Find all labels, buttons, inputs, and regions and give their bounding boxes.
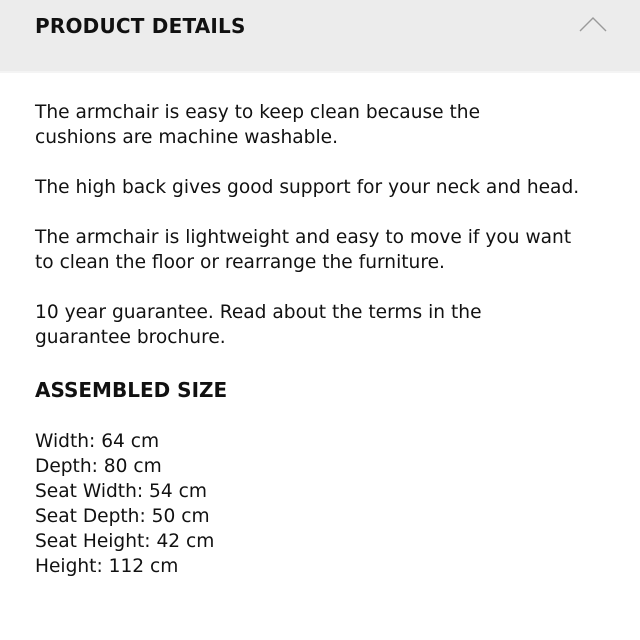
assembled-size-title: ASSEMBLED SIZE: [35, 378, 228, 402]
details-paragraph: 10 year guarantee. Read about the terms in the guarantee brochure.: [35, 302, 482, 348]
size-depth: Depth: 80 cm: [35, 456, 162, 477]
section-title: PRODUCT DETAILS: [35, 14, 246, 38]
chevron-up-icon[interactable]: [578, 14, 608, 34]
details-paragraph: The armchair is easy to keep clean because the cushions are machine washable.: [35, 102, 481, 148]
size-list: [35, 429, 605, 579]
details-paragraph: The armchair is lightweight and easy to move if you want to clean the floor or rearrange the furniture.: [35, 227, 572, 273]
size-height: Height: 112 cm: [35, 556, 179, 577]
size-width: Width: 64 cm: [35, 431, 160, 452]
size-seat-depth: Seat Depth: 50 cm: [35, 506, 210, 527]
size-seat-height: Seat Height: 42 cm: [35, 531, 215, 552]
details-paragraph: The high back gives good support for your neck and head.: [35, 177, 580, 198]
product-details-header[interactable]: [0, 0, 640, 73]
size-seat-width: Seat Width: 54 cm: [35, 481, 207, 502]
product-details-content: [0, 73, 640, 579]
